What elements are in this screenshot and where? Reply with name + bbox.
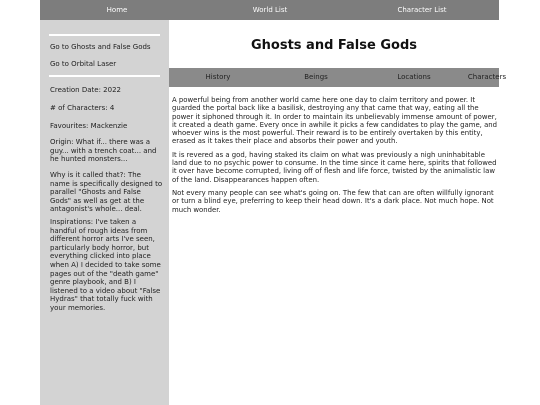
tab-history[interactable]: History (205, 73, 231, 81)
paragraph: It is revered as a god, having staked its claim on what was previously a nigh uninhabitable land due to no psychic power to consume. In the time since it came here, spirits that followed it over have become corrupted, living off of flesh and life force, twisted by the animalistic law of the land. Disappearances happen often. (172, 150, 497, 184)
section-tab-bar (169, 68, 507, 87)
character-count: # of Characters: 4 (50, 104, 115, 112)
inspirations-text: Inspirations: I've taken a handful of rough ideas from different horror arts I've seen, particularly body horror, but everything clicked into place when A) I decided to take some pages out of the "death game" genre playbook, and B) I listened to a video about "False Hydras" that totally fuck with your memories. (50, 218, 161, 312)
nav-link-home[interactable]: Home (106, 6, 128, 14)
origin-text: Origin: What if... there was a guy... with a trench coat... and he hunted monsters... (50, 138, 157, 164)
sidebar-link-orbital-laser[interactable]: Go to Orbital Laser (50, 60, 117, 68)
sidebar-divider-bottom (49, 75, 160, 77)
tab-beings[interactable]: Beings (304, 73, 328, 81)
history-text (172, 96, 498, 219)
paragraph: Not every many people can see what's going on. The few that can are often willfully ignorant or turn a blind eye, preferring to keep their head down. It's a dark place. Not much hope. Not much wonder. (172, 188, 494, 214)
sidebar (40, 20, 169, 405)
tab-characters[interactable]: Characters (467, 73, 507, 81)
tab-locations[interactable]: Locations (397, 73, 431, 81)
paragraph: A powerful being from another world came here one day to claim territory and power. It guarded the portal back like a basilisk, destroying any that came that way, eating all the power it siphoned through it. In order to maintain its unbelievably immense amount of power, it created a death game. Every once in awhile it picks a few candidates to play the game, and whoever wins is the most powerful. Their reward is to be entirely overtaken by this entity, erased as it takes their place and absorbs their power and youth. (172, 96, 498, 146)
page-title: Ghosts and False Gods (250, 38, 417, 53)
top-navigation-bar (40, 0, 499, 20)
nav-link-world-list[interactable]: World List (252, 6, 288, 14)
name-explanation-text: Why is it called that?: The name is specifically designed to parallel "Ghosts and False Gods" as well as get at the antagonist's whole... deal. (50, 171, 163, 214)
nav-link-character-list[interactable]: Character List (397, 6, 447, 14)
main-content (169, 20, 507, 405)
sidebar-divider-top (49, 34, 160, 36)
creation-date: Creation Date: 2022 (50, 86, 121, 94)
favourites: Favourites: Mackenzie (50, 122, 128, 130)
sidebar-link-ghosts-and-false-gods[interactable]: Go to Ghosts and False Gods (50, 43, 151, 51)
